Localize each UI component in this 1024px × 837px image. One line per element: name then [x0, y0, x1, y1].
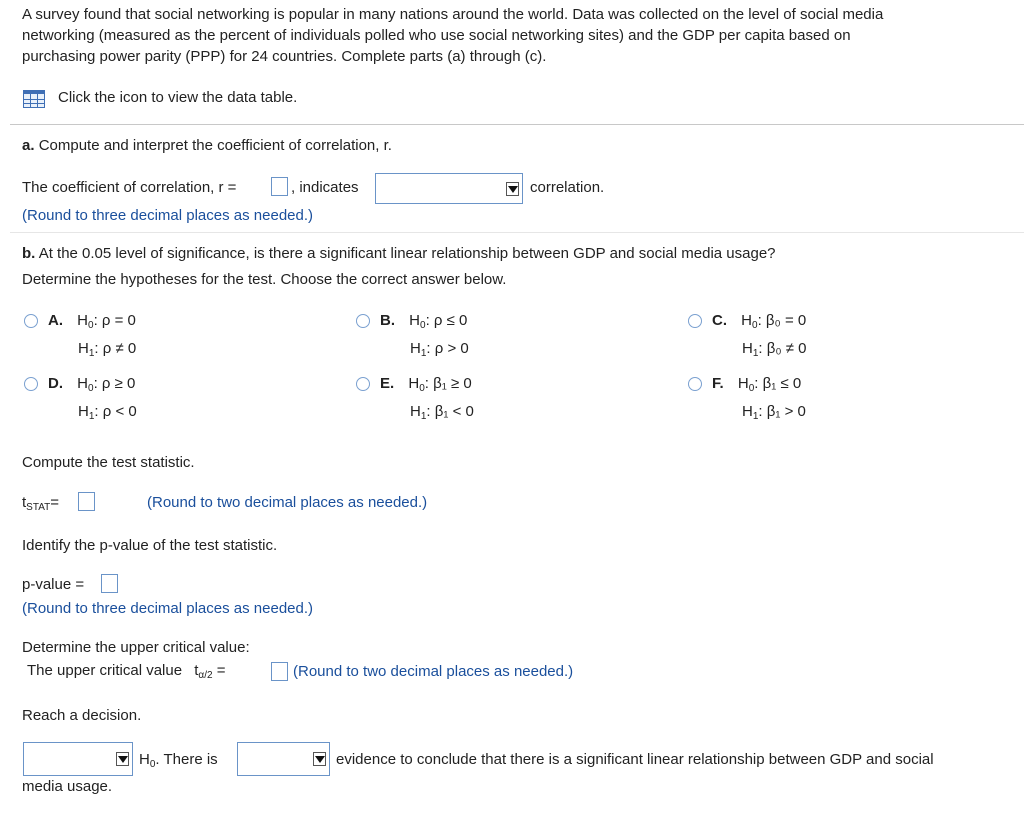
part-a-middle: , indicates	[291, 179, 359, 196]
option-b-h0: ρ ≤ 0	[433, 312, 468, 329]
h0-label: H	[77, 375, 89, 392]
h0-label: H	[409, 312, 421, 329]
divider	[10, 232, 1024, 233]
critical-round-note: (Round to two decimal places as needed.)	[293, 663, 574, 680]
option-a-letter: A.	[48, 312, 63, 329]
option-d-h1: ρ < 0	[102, 403, 137, 420]
option-b[interactable]: B. $H_0$: ρ ≤ 0 $H_1$: ρ > 0	[380, 312, 469, 359]
option-e-h0: β₁ ≥ 0	[433, 375, 472, 392]
part-b-question	[22, 245, 776, 262]
option-f-h1: β₁ > 0	[766, 403, 806, 420]
option-a-h1: ρ ≠ 0	[102, 340, 137, 357]
option-d-letter: D.	[48, 375, 63, 392]
h1-sub: 1	[752, 348, 759, 359]
h1-label: H	[410, 340, 421, 357]
h0-sub: 0	[88, 320, 94, 331]
tstat-eq: =	[50, 494, 60, 511]
tstat-t: t	[22, 494, 27, 511]
intro-text	[22, 4, 883, 67]
option-a-h0: ρ = 0	[101, 312, 136, 329]
option-e[interactable]: E. $H_0$: β₁ ≥ 0 $H_1$: β₁ < 0	[380, 375, 474, 422]
h1-label: H	[742, 340, 753, 357]
part-a-prefix: The coefficient of correlation, r =	[22, 179, 237, 196]
h0-sub: 0	[420, 320, 426, 331]
decision-tail: evidence to conclude that there is a significant linear relationship between GDP and social	[336, 751, 934, 768]
tstat-label	[22, 494, 59, 513]
intro-line-1: A survey found that social networking is popular in many nations around the world. Data was collected on the level of social media	[22, 6, 884, 23]
intro-line-2: networking (measured as the percent of individuals polled who use social networking sites) and the GDP per capita based on	[22, 27, 851, 44]
part-a-question	[22, 137, 392, 154]
option-c-h1: β₀ ≠ 0	[766, 340, 807, 357]
h0-sub: 0	[88, 383, 94, 394]
pvalue-input[interactable]	[101, 574, 118, 593]
option-c[interactable]: C. $H_0$: β₀ = 0 $H_1$: β₀ ≠ 0	[712, 312, 807, 359]
option-c-radio[interactable]	[688, 314, 702, 328]
option-b-letter: B.	[380, 312, 395, 329]
chevron-down-icon	[506, 182, 519, 196]
pvalue-label: p-value =	[22, 576, 85, 593]
option-c-letter: C.	[712, 312, 727, 329]
part-a-label: a.	[22, 137, 35, 154]
h1-sub: 1	[752, 411, 759, 422]
part-a-round-note: (Round to three decimal places as needed.)	[22, 207, 314, 224]
critical-sub: α/2	[198, 670, 213, 681]
critical-value-input[interactable]	[271, 662, 288, 681]
h1-label: H	[78, 340, 89, 357]
option-e-letter: E.	[380, 375, 395, 392]
compute-stat-prompt: Compute the test statistic.	[22, 454, 195, 471]
pvalue-prompt: Identify the p-value of the test statistic.	[22, 537, 278, 554]
option-f-letter: F.	[712, 375, 724, 392]
pvalue-round-note: (Round to three decimal places as needed.)	[22, 600, 314, 617]
divider	[10, 124, 1024, 125]
decision-prompt: Reach a decision.	[22, 707, 142, 724]
h0-label: H	[77, 312, 89, 329]
decision-h0-text	[139, 751, 218, 770]
part-b-instruction: Determine the hypotheses for the test. Choose the correct answer below.	[22, 271, 507, 288]
h0-label: H	[408, 375, 420, 392]
tstat-input[interactable]	[78, 492, 95, 511]
h1-label: H	[742, 403, 753, 420]
option-f-radio[interactable]	[688, 377, 702, 391]
critical-prompt: Determine the upper critical value:	[22, 639, 250, 656]
data-table-link[interactable]: Click the icon to view the data table.	[58, 89, 298, 106]
option-d-radio[interactable]	[24, 377, 38, 391]
decision-evidence-select[interactable]	[237, 742, 330, 776]
chevron-down-icon	[313, 752, 326, 766]
decision-h0: H	[139, 751, 150, 768]
critical-label	[27, 662, 225, 681]
h1-sub: 1	[88, 348, 95, 359]
part-a-suffix: correlation.	[530, 179, 605, 196]
correlation-r-input[interactable]	[271, 177, 288, 196]
decision-h0-sub: 0	[149, 759, 156, 770]
option-d-h0: ρ ≥ 0	[101, 375, 136, 392]
tstat-sub: STAT	[26, 502, 51, 513]
decision-reject-select[interactable]	[23, 742, 133, 776]
option-f-h0: β₁ ≤ 0	[762, 375, 802, 392]
critical-label-text: The upper critical value	[27, 662, 183, 679]
correlation-direction-select[interactable]	[375, 173, 523, 204]
h0-label: H	[737, 375, 749, 392]
option-f[interactable]: F. $H_0$: β₁ ≤ 0 $H_1$: β₁ > 0	[712, 375, 806, 422]
chevron-down-icon	[116, 752, 129, 766]
part-b-label: b.	[22, 245, 36, 262]
critical-t: t	[194, 662, 199, 679]
h1-label: H	[78, 403, 89, 420]
h1-sub: 1	[420, 411, 427, 422]
option-d[interactable]: D. $H_0$: ρ ≥ 0 $H_1$: ρ < 0	[48, 375, 137, 422]
h0-sub: 0	[419, 383, 425, 394]
decision-tail-2: media usage.	[22, 778, 113, 795]
tstat-round-note: (Round to two decimal places as needed.)	[147, 494, 428, 511]
h0-label: H	[741, 312, 753, 329]
data-table-icon[interactable]	[23, 90, 45, 108]
option-a[interactable]: A. $H_0$: ρ = 0 $H_1$: ρ ≠ 0	[48, 312, 137, 359]
h0-sub: 0	[748, 383, 755, 394]
h1-label: H	[410, 403, 421, 420]
option-a-radio[interactable]	[24, 314, 38, 328]
decision-mid: . There is	[155, 751, 218, 768]
part-b-question-text: At the 0.05 level of significance, is there a significant linear relationship between GDP and social media usage?	[38, 245, 776, 262]
option-b-radio[interactable]	[356, 314, 370, 328]
option-e-h1: β₁ < 0	[434, 403, 474, 420]
h0-sub: 0	[752, 320, 758, 331]
option-b-h1: ρ > 0	[434, 340, 469, 357]
critical-eq: =	[216, 662, 226, 679]
option-e-radio[interactable]	[356, 377, 370, 391]
part-a-question-text: Compute and interpret the coefficient of correlation, r.	[38, 137, 392, 154]
option-c-h0: β₀ = 0	[765, 312, 807, 329]
h1-sub: 1	[88, 411, 95, 422]
h1-sub: 1	[420, 348, 427, 359]
intro-line-3: purchasing power parity (PPP) for 24 countries. Complete parts (a) through (c).	[22, 48, 547, 65]
